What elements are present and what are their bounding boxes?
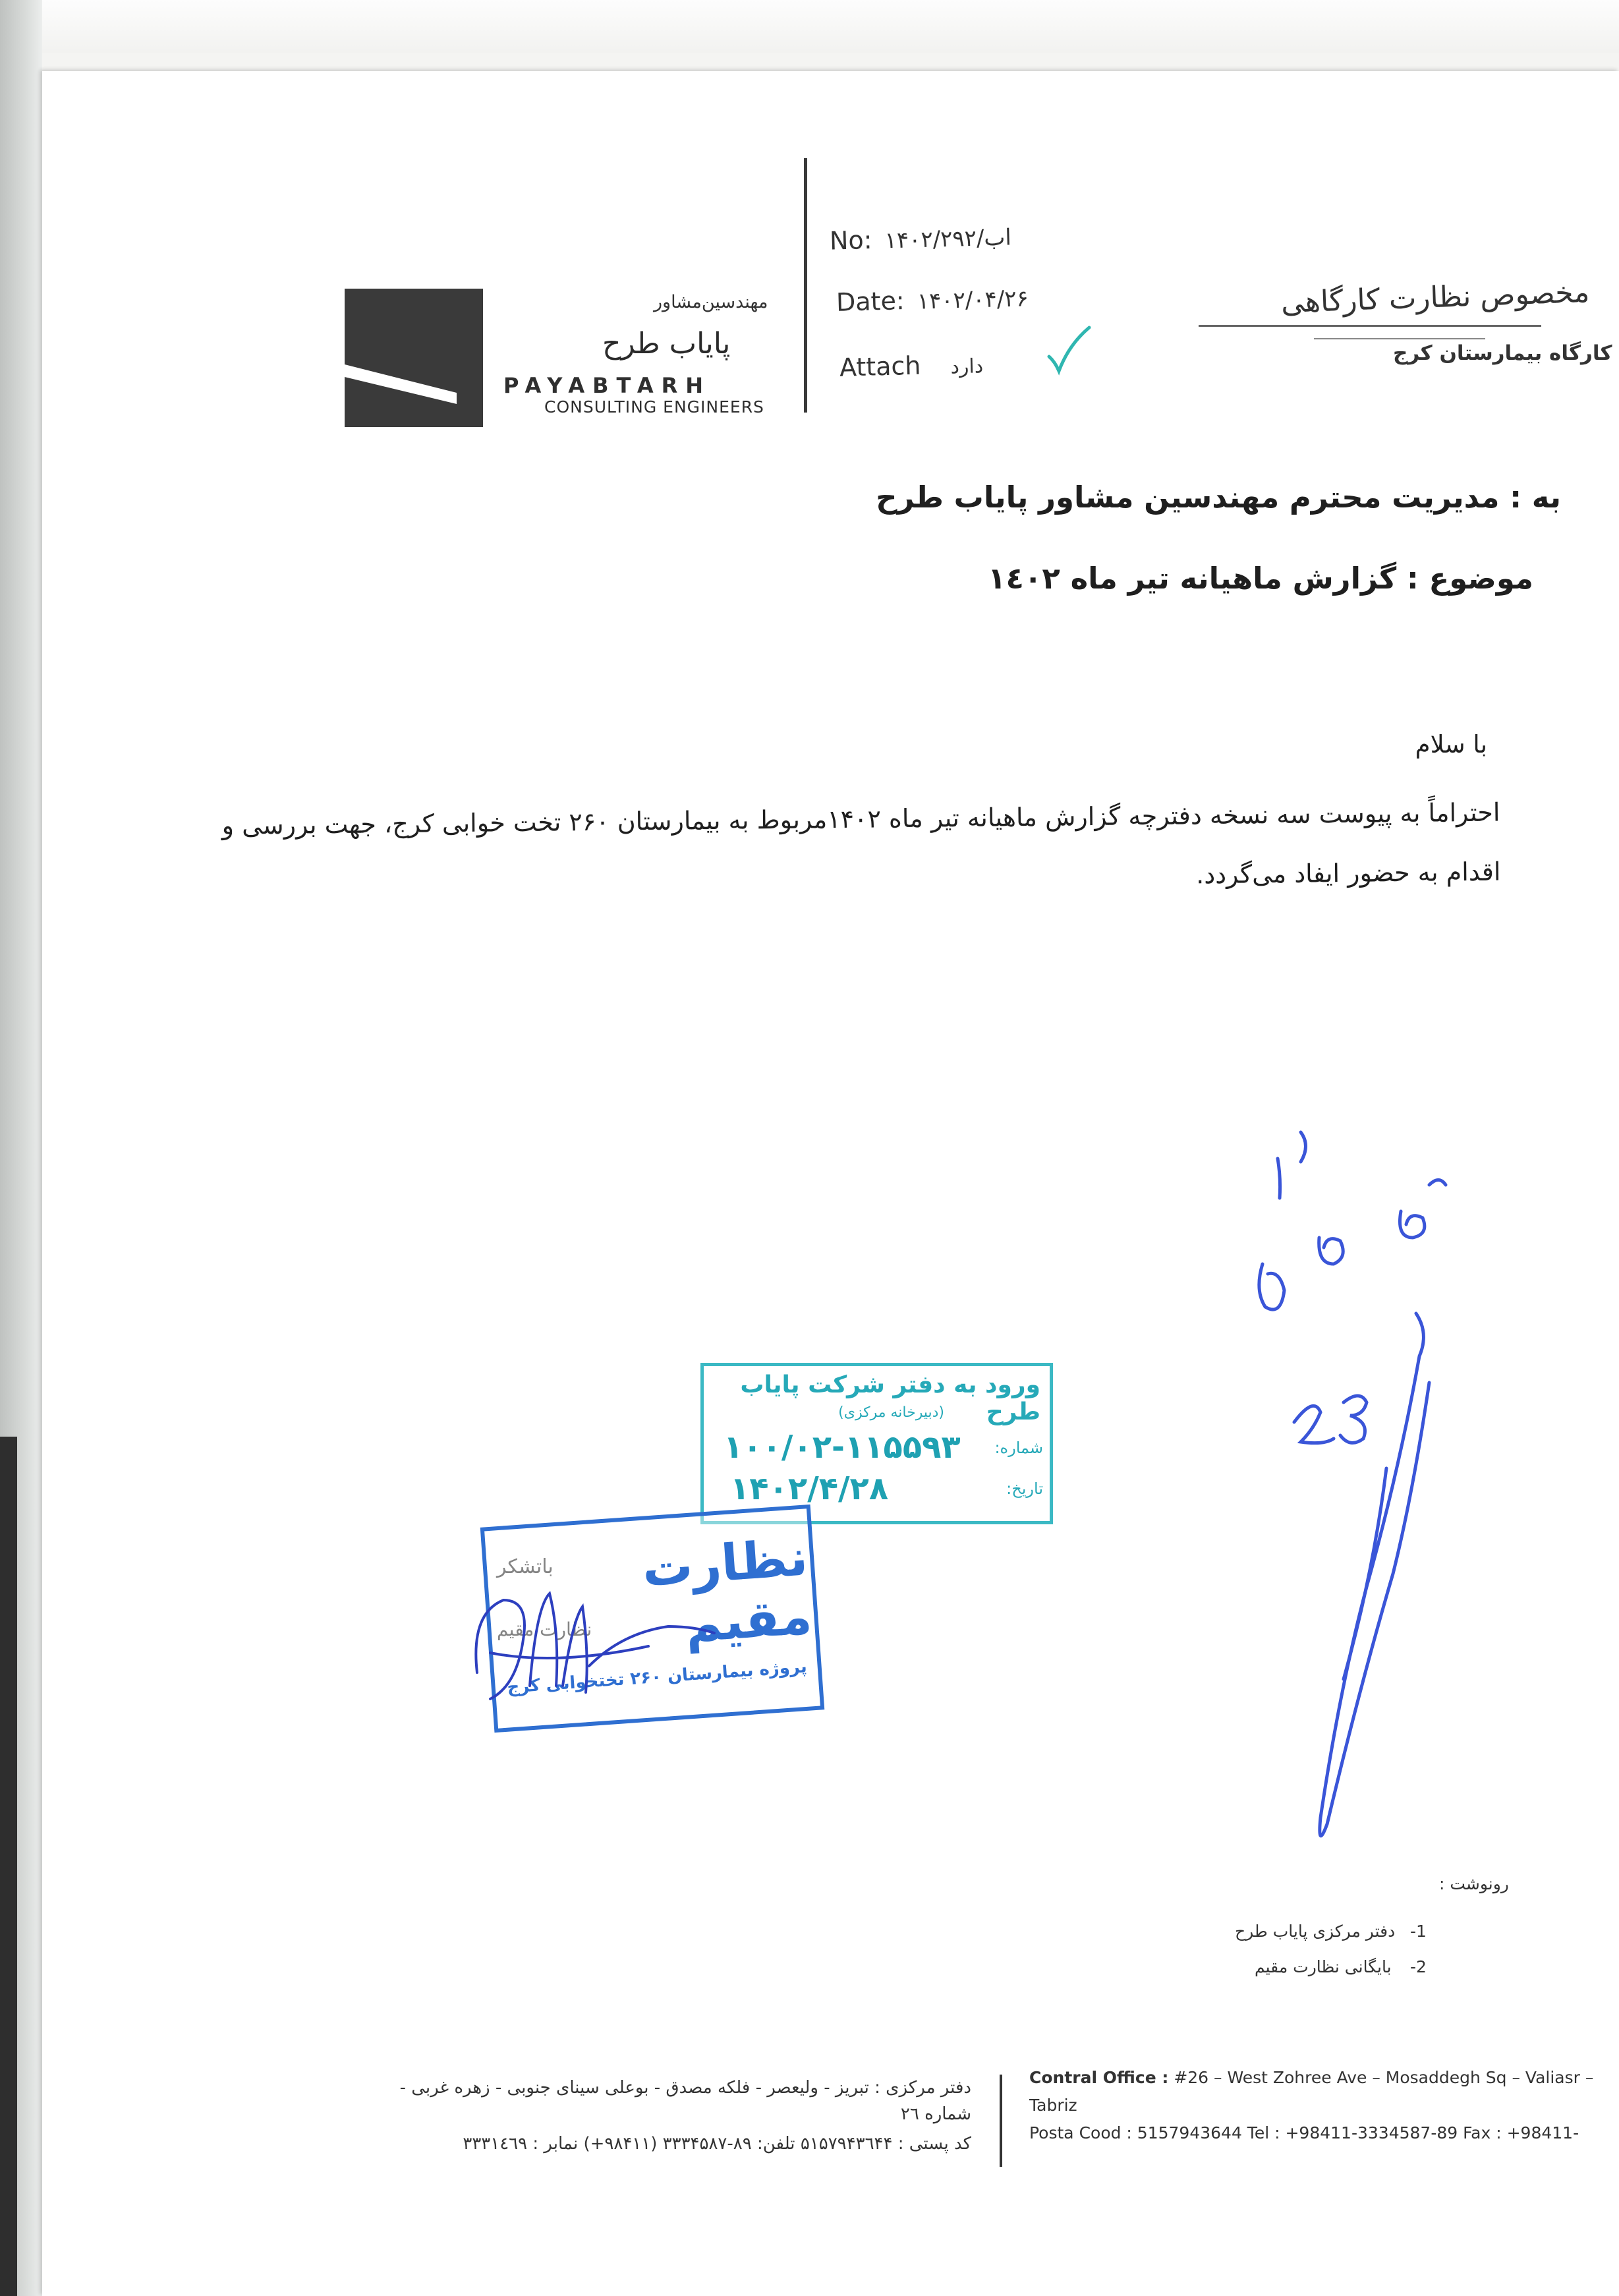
attach-value: دارد xyxy=(950,355,984,379)
company-name-en: PAYABTARH xyxy=(503,373,712,398)
scan-margin-top xyxy=(0,0,1619,53)
date-label: Date: xyxy=(836,286,905,317)
letter-page xyxy=(42,71,1619,2296)
footer-city-en: Tabriz xyxy=(1029,2096,1077,2115)
nazarat-stamp-title: نظارت مقیم xyxy=(640,1528,814,1654)
signature xyxy=(451,1554,727,1712)
scan-shadow-left xyxy=(0,1437,17,2296)
greeting: با سلام xyxy=(1415,730,1487,759)
signer-role: نظارت مقیم xyxy=(497,1619,592,1640)
entry-stamp-subtitle: (دبیرخانه مرکزی) xyxy=(838,1404,944,1421)
entry-stamp-date: ۱۴۰۲/۴/۲۸ xyxy=(730,1470,889,1507)
handwritten-annotation xyxy=(1202,1073,1518,1883)
date-value: ۱۴۰۲/۰۴/۲۶ xyxy=(917,285,1029,315)
logo-mark-icon xyxy=(345,289,483,427)
company-tagline-en: CONSULTING ENGINEERS xyxy=(544,397,764,416)
number-label: No: xyxy=(829,225,873,256)
letter-attach xyxy=(839,349,983,382)
header-divider xyxy=(804,158,807,413)
closing-thanks: باتشکر xyxy=(497,1555,554,1578)
letter-date xyxy=(836,283,1029,317)
company-name-fa: پایاب طرح xyxy=(602,327,731,360)
cc-item-text: دفتر مرکزی پایاب طرح xyxy=(1235,1922,1396,1941)
entry-stamp-number: ۱۰۰/۰۲-۱۱۵۵۹۳ xyxy=(724,1429,961,1466)
letter-number xyxy=(829,221,1011,255)
footer-divider xyxy=(1000,2075,1002,2167)
entry-stamp-title: ورود به دفتر شرکت پایاب طرح xyxy=(740,1371,1040,1425)
body-paragraph: احتراماً به پیوست سه نسخه دفترچه گزارش ماهیانه تیر ماه ۱۴۰۲مربوط به بیمارستان ۲۶۰ تخت خوابی کرج، جهت بررسی و اقدام به حضور ایفاد می‌گردد. xyxy=(221,797,1501,890)
attach-label: Attach xyxy=(839,351,921,382)
footer-contact-en: Posta Cood : 5157943644 Tel : +98411-3334587-89 Fax : +98411- xyxy=(1029,2123,1579,2142)
footer-office-address: #26 – West Zohree Ave – Mosaddegh Sq – Valiasr – xyxy=(1174,2068,1594,2087)
entry-stamp xyxy=(700,1363,1053,1524)
nazarat-stamp-subtitle: پروژه بیمارستان ۲۶۰ تختخوابی کرج xyxy=(506,1657,808,1698)
checkmark-icon xyxy=(1046,325,1092,378)
entry-stamp-date-label: تاریخ: xyxy=(1006,1479,1043,1498)
footer-contact-fa: کد پستی : ۵۱۵۷۹۴۳٦۴۴ تلفن: ۸۹-۳۳۳۴۵۸۷ (۹۸۴۱۱+) نمابر : ۳۳۳۱٤٦۹ xyxy=(463,2134,971,2154)
footer-address-en xyxy=(1029,2068,1609,2087)
department-underline-short xyxy=(1314,338,1485,339)
department-title: مخصوص نظارت کارگاهی xyxy=(1280,275,1591,320)
cc-title: رونوشت : xyxy=(1439,1874,1509,1893)
entry-stamp-number-label: شماره: xyxy=(994,1439,1043,1457)
cc-item-text: بایگانی نظارت مقیم xyxy=(1255,1957,1392,1976)
footer-office-label: Contral Office : xyxy=(1029,2068,1169,2087)
subject: موضوع : گزارش ماهیانه تیر ماه ۱٤۰۲ xyxy=(988,561,1533,596)
site-name: کارگاه بیمارستان کرج xyxy=(1393,341,1612,365)
number-value: ۱۴۰۲/اب/۲۹۲ xyxy=(884,224,1012,254)
company-type-fa: مهندسین‌مشاور xyxy=(654,292,768,312)
department-underline xyxy=(1199,325,1541,327)
cc-item-number: -2 xyxy=(1410,1957,1427,1976)
addressee: به : مدیریت محترم مهندسین مشاور پایاب طرح xyxy=(876,480,1561,515)
footer-address-number-fa: شماره ۲٦ xyxy=(900,2104,971,2124)
cc-item-number: -1 xyxy=(1410,1922,1427,1941)
footer-address-fa: دفتر مرکزی : تبریز - ولیعصر - فلکه مصدق - بوعلی سینای جنوبی - زهره غربی - xyxy=(399,2078,971,2098)
company-logo xyxy=(345,289,483,427)
